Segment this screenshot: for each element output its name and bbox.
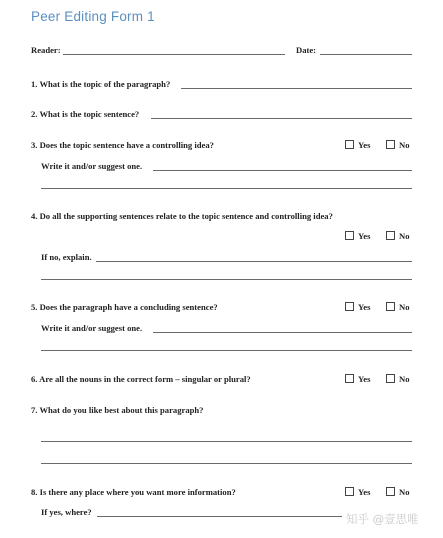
no-label: No <box>399 140 410 150</box>
answer-line-3a[interactable] <box>153 170 412 171</box>
checkbox-icon <box>386 302 395 311</box>
reader-label: Reader: <box>31 45 61 55</box>
q4-yes-checkbox[interactable] <box>345 231 370 242</box>
question-2: 2. What is the topic sentence? <box>31 109 140 119</box>
form-title: Peer Editing Form 1 <box>31 9 155 24</box>
no-label: No <box>399 302 410 312</box>
answer-line-1[interactable] <box>181 88 412 89</box>
question-5: 5. Does the paragraph have a concluding sentence? <box>31 302 218 312</box>
yes-label: Yes <box>358 302 371 312</box>
q3-yes-checkbox[interactable] <box>345 140 370 151</box>
watermark-text: 知乎 @壹思唯 <box>346 512 419 526</box>
date-field[interactable] <box>320 54 412 55</box>
checkbox-icon <box>386 374 395 383</box>
checkbox-icon <box>345 231 354 240</box>
answer-line-7a[interactable] <box>41 441 412 442</box>
q6-yes-checkbox[interactable] <box>345 374 370 385</box>
checkbox-icon <box>386 231 395 240</box>
yes-label: Yes <box>358 231 371 241</box>
q5-no-checkbox[interactable] <box>386 302 410 313</box>
date-label: Date: <box>296 45 317 55</box>
q6-no-checkbox[interactable] <box>386 374 410 385</box>
q8-no-checkbox[interactable] <box>386 487 410 498</box>
answer-line-7b[interactable] <box>41 463 412 464</box>
yes-label: Yes <box>358 487 371 497</box>
q3-no-checkbox[interactable] <box>386 140 410 151</box>
answer-line-3b[interactable] <box>41 188 412 189</box>
question-7: 7. What do you like best about this paragraph? <box>31 405 204 415</box>
checkbox-icon <box>345 302 354 311</box>
answer-line-4a[interactable] <box>96 261 412 262</box>
question-8: 8. Is there any place where you want more information? <box>31 487 236 497</box>
no-label: No <box>399 374 410 384</box>
reader-field[interactable] <box>63 54 285 55</box>
yes-label: Yes <box>358 140 371 150</box>
answer-line-4b[interactable] <box>41 279 412 280</box>
question-8-sub: If yes, where? <box>41 507 92 517</box>
question-3-sub: Write it and/or suggest one. <box>41 161 143 171</box>
answer-line-5a[interactable] <box>153 332 412 333</box>
question-4: 4. Do all the supporting sentences relate to the topic sentence and controlling idea? <box>31 211 333 221</box>
question-5-sub: Write it and/or suggest one. <box>41 323 143 333</box>
checkbox-icon <box>386 140 395 149</box>
no-label: No <box>399 487 410 497</box>
no-label: No <box>399 231 410 241</box>
question-6: 6. Are all the nouns in the correct form – singular or plural? <box>31 374 251 384</box>
question-1: 1. What is the topic of the paragraph? <box>31 79 171 89</box>
checkbox-icon <box>345 140 354 149</box>
answer-line-8[interactable] <box>97 516 342 517</box>
checkbox-icon <box>386 487 395 496</box>
answer-line-2[interactable] <box>151 118 412 119</box>
yes-label: Yes <box>358 374 371 384</box>
answer-line-5b[interactable] <box>41 350 412 351</box>
question-3: 3. Does the topic sentence have a controlling idea? <box>31 140 214 150</box>
checkbox-icon <box>345 487 354 496</box>
q8-yes-checkbox[interactable] <box>345 487 370 498</box>
question-4-sub: If no, explain. <box>41 252 92 262</box>
checkbox-icon <box>345 374 354 383</box>
q4-no-checkbox[interactable] <box>386 231 410 242</box>
q5-yes-checkbox[interactable] <box>345 302 370 313</box>
